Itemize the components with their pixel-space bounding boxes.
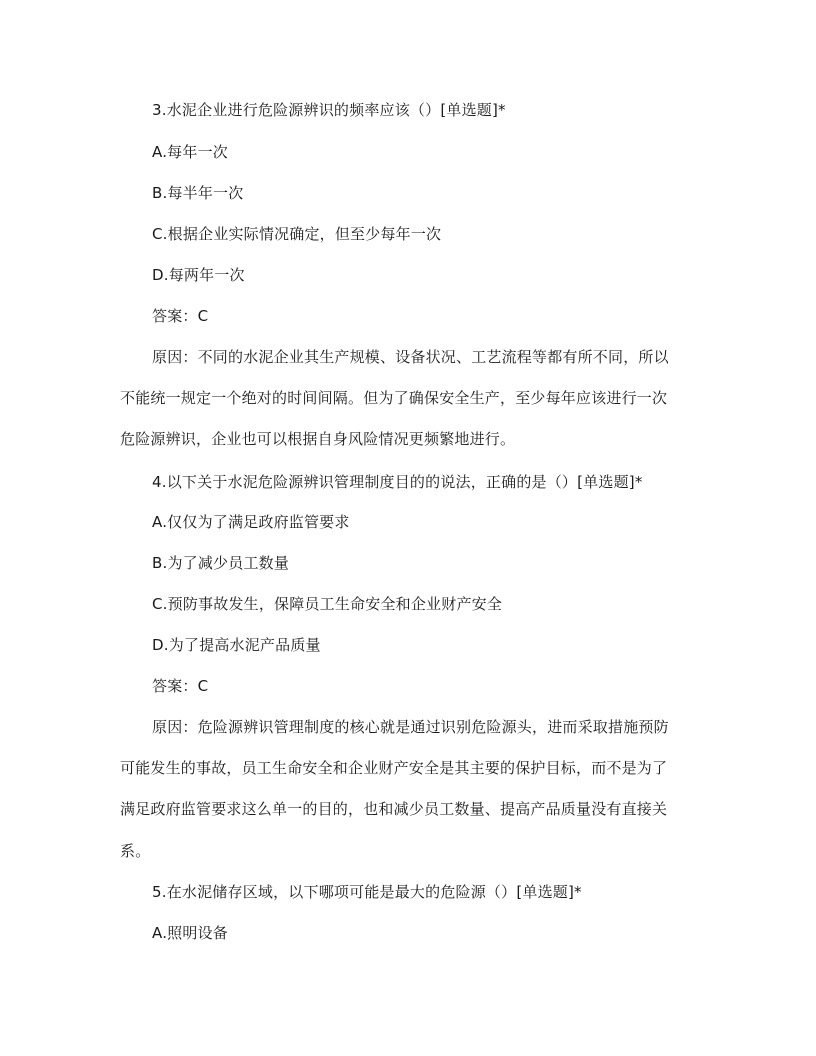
question-5-option-a: A.照明设备 bbox=[152, 924, 228, 942]
question-3-option-b: B.每半年一次 bbox=[152, 184, 244, 202]
question-4-answer: 答案：C bbox=[152, 677, 209, 695]
question-4-reason-line-3: 满足政府监管要求这么单一的目的，也和减少员工数量、提高产品质量没有直接关 bbox=[120, 800, 668, 818]
question-4-option-b: B.为了减少员工数量 bbox=[152, 554, 290, 572]
question-3-option-c: C.根据企业实际情况确定，但至少每年一次 bbox=[152, 225, 442, 243]
question-3-option-d: D.每两年一次 bbox=[152, 266, 245, 284]
question-3-reason-line-3: 危险源辨识，企业也可以根据自身风险情况更频繁地进行。 bbox=[120, 430, 516, 448]
question-3-text: 3.水泥企业进行危险源辨识的频率应该（）[单选题]* bbox=[152, 101, 506, 119]
question-4-reason-line-2: 可能发生的事故，员工生命安全和企业财产安全是其主要的保护目标，而不是为了 bbox=[120, 759, 668, 777]
question-3-option-a: A.每年一次 bbox=[152, 143, 228, 161]
question-3-answer: 答案：C bbox=[152, 307, 209, 325]
question-3-reason-line-2: 不能统一规定一个绝对的时间间隔。但为了确保安全生产，至少每年应该进行一次 bbox=[120, 389, 668, 407]
question-4-reason-line-4: 系。 bbox=[120, 842, 151, 860]
question-5-text: 5.在水泥储存区域，以下哪项可能是最大的危险源（）[单选题]* bbox=[152, 883, 582, 901]
question-4-option-c: C.预防事故发生，保障员工生命安全和企业财产安全 bbox=[152, 595, 503, 613]
question-4-reason-line-1: 原因：危险源辨识管理制度的核心就是通过识别危险源头，进而采取措施预防 bbox=[152, 718, 669, 736]
question-3-reason-line-1: 原因：不同的水泥企业其生产规模、设备状况、工艺流程等都有所不同，所以 bbox=[152, 348, 669, 366]
question-4-option-a: A.仅仅为了满足政府监管要求 bbox=[152, 513, 350, 531]
question-4-text: 4.以下关于水泥危险源辨识管理制度目的的说法，正确的是（）[单选题]* bbox=[152, 473, 643, 491]
question-4-option-d: D.为了提高水泥产品质量 bbox=[152, 636, 321, 654]
